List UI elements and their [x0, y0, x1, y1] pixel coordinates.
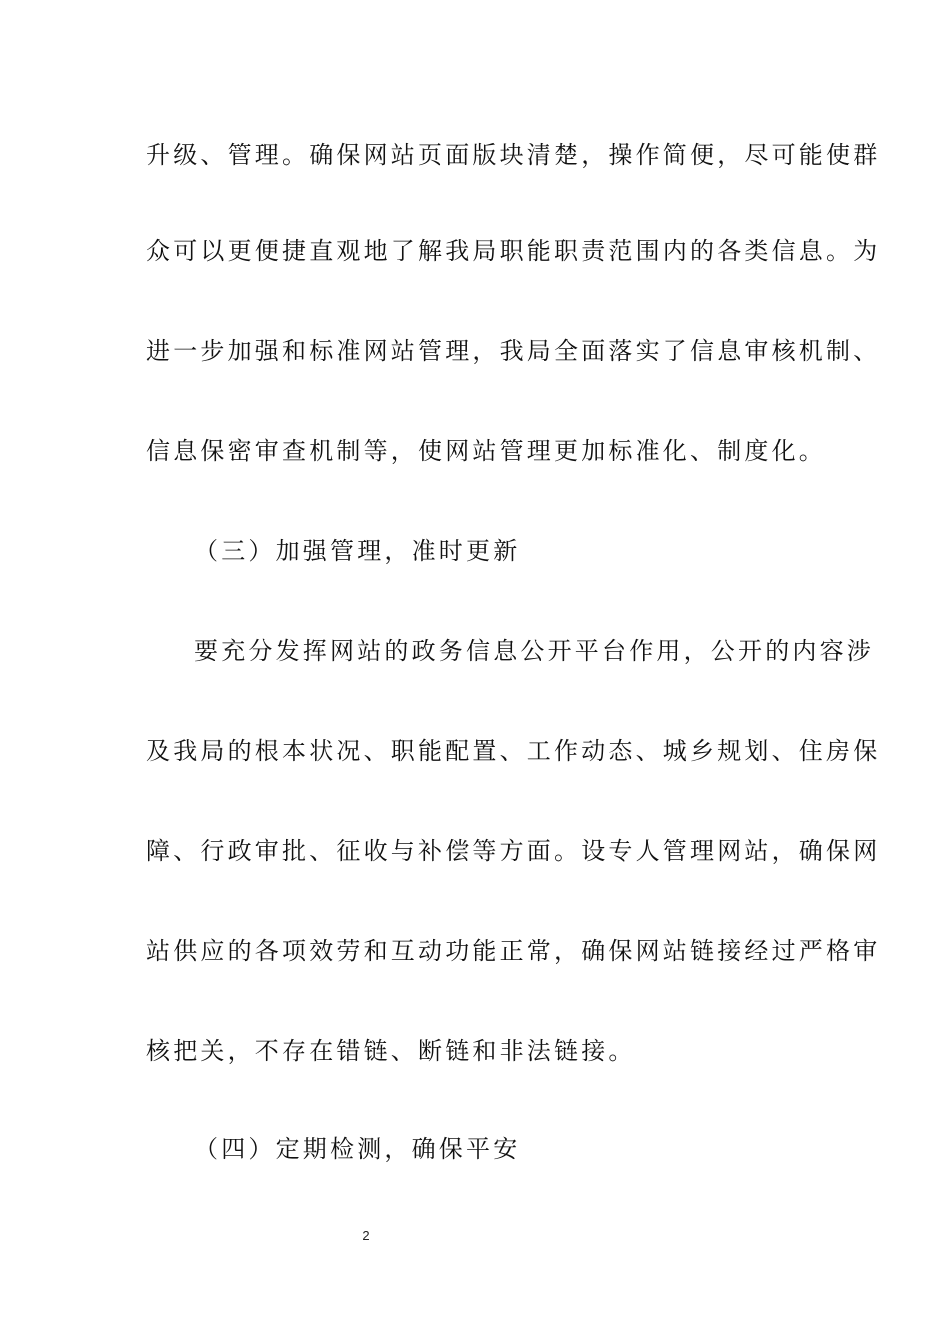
section-heading: （三）加强管理，准时更新: [194, 537, 521, 565]
paragraph-line: 进一步加强和标准网站管理，我局全面落实了信息审核机制、: [146, 337, 881, 365]
paragraph-line: 障、行政审批、征收与补偿等方面。设专人管理网站，确保网: [146, 837, 881, 865]
paragraph-line: 要充分发挥网站的政务信息公开平台作用，公开的内容涉: [194, 637, 874, 665]
paragraph-line: 升级、管理。确保网站页面版块清楚，操作简便，尽可能使群: [146, 141, 881, 169]
section-heading: （四）定期检测，确保平安: [194, 1135, 521, 1163]
paragraph-line: 信息保密审查机制等，使网站管理更加标准化、制度化。: [146, 437, 826, 465]
paragraph-line: 及我局的根本状况、职能配置、工作动态、城乡规划、住房保: [146, 737, 881, 765]
page-number: 2: [362, 1228, 370, 1243]
paragraph-line: 核把关，不存在错链、断链和非法链接。: [146, 1037, 636, 1065]
paragraph-line: 众可以更便捷直观地了解我局职能职责范围内的各类信息。为: [146, 237, 881, 265]
paragraph-line: 站供应的各项效劳和互动功能正常，确保网站链接经过严格审: [146, 937, 881, 965]
